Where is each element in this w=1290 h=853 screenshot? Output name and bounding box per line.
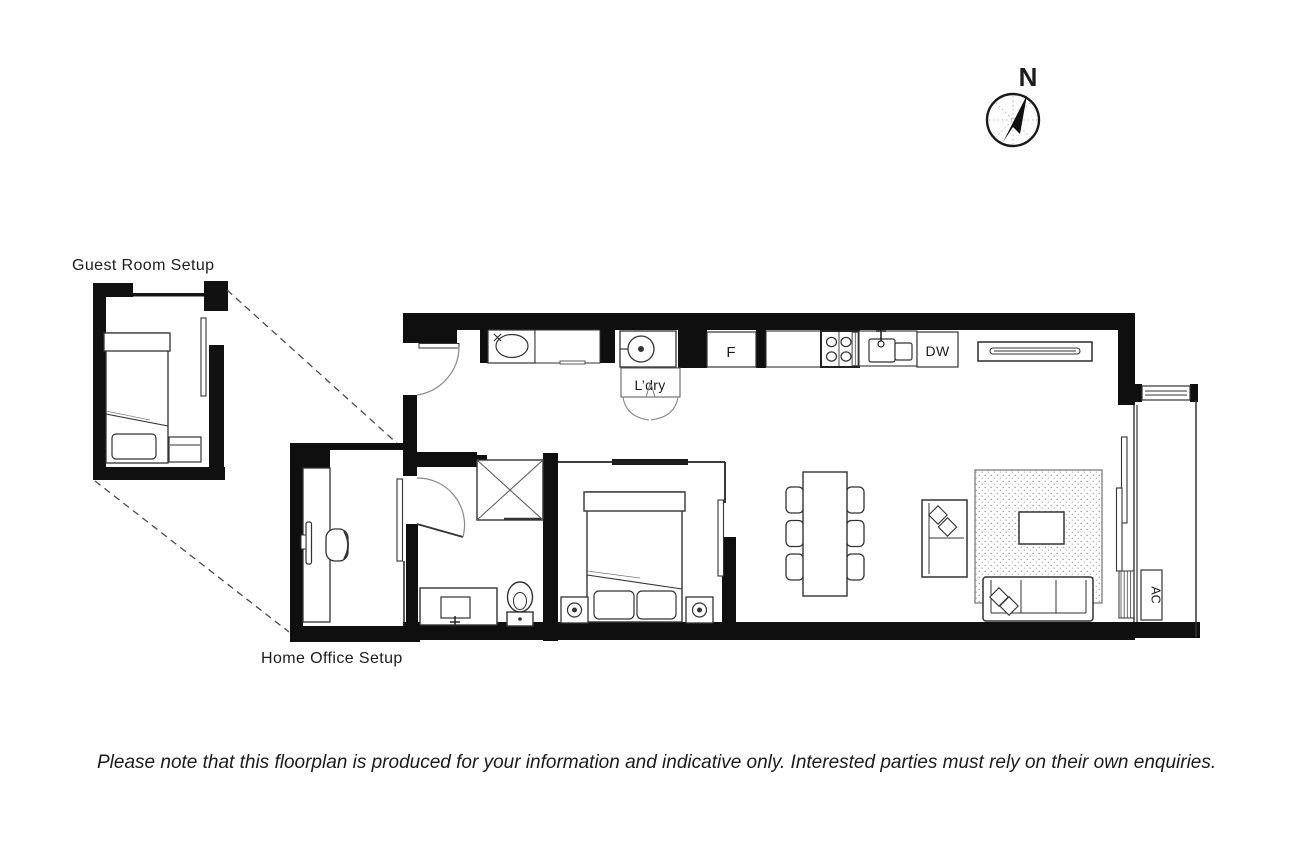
fridge xyxy=(707,332,756,367)
dishwasher xyxy=(917,332,958,367)
fridge-label: F xyxy=(726,344,736,361)
dining-chair xyxy=(786,487,804,513)
dining-chair xyxy=(847,521,865,547)
entry-door-arc xyxy=(417,347,459,395)
bathroom-zone xyxy=(417,460,543,627)
balcony-sliding-door xyxy=(1117,488,1123,571)
office-chair-icon xyxy=(326,529,348,561)
kitchen-bench xyxy=(766,331,821,367)
laundry-trough-icon xyxy=(488,330,535,363)
dining-chair xyxy=(847,487,865,513)
coffee-table-icon xyxy=(1019,512,1064,544)
dining-table-icon xyxy=(803,472,847,596)
guest-room-inset xyxy=(72,257,228,480)
bedroom-zone xyxy=(561,492,724,623)
ac-unit xyxy=(1141,570,1163,620)
shower-icon xyxy=(477,460,543,520)
dining-chair xyxy=(847,554,865,580)
entry-bench xyxy=(535,330,600,364)
bathroom-door-arc xyxy=(417,478,465,537)
bathroom-door xyxy=(417,478,465,537)
laundry-label: L’dry xyxy=(634,377,666,393)
guest-bedside-table-icon xyxy=(169,437,201,462)
dining-chair xyxy=(786,554,804,580)
entry-door xyxy=(417,344,459,396)
compass-north-label: N xyxy=(1018,62,1038,92)
guest-room-setup-label: Guest Room Setup xyxy=(72,257,215,274)
armchair-icon xyxy=(922,500,967,577)
living-dining-zone xyxy=(786,470,1102,621)
shelf-unit xyxy=(978,342,1092,361)
compass-spokes xyxy=(989,96,1037,144)
dining-chair xyxy=(786,521,804,547)
laundry-zone xyxy=(488,330,680,420)
north-compass-icon xyxy=(987,62,1039,146)
toilet-icon xyxy=(507,582,533,626)
guest-wardrobe-panel xyxy=(201,318,206,396)
entry-door-leaf xyxy=(419,344,459,349)
bedroom-sliding-door xyxy=(718,500,724,576)
bedside-table-icon xyxy=(686,597,713,623)
fixed-glass-panel xyxy=(1119,571,1134,618)
office-sliding-door xyxy=(397,479,403,561)
cooktop-icon xyxy=(821,331,859,367)
disclaimer-text: Please note that this floorplan is produced for your information and indicative only. Interested parties must rely on their own enquiries. xyxy=(97,752,1217,773)
sofa-icon xyxy=(983,577,1093,621)
guest-bed-icon xyxy=(104,333,170,463)
dishwasher-label: DW xyxy=(925,343,950,359)
balcony-zone xyxy=(1117,386,1197,637)
kitchen-sink-icon xyxy=(859,330,917,366)
balcony-window xyxy=(1142,386,1190,400)
home-office-setup-label: Home Office Setup xyxy=(261,650,403,667)
bedside-table-icon xyxy=(561,597,588,623)
vanity-icon xyxy=(420,588,497,627)
washing-machine-icon xyxy=(620,331,676,367)
bed-icon xyxy=(584,492,685,622)
ac-label: AC xyxy=(1148,586,1163,604)
compass-needle xyxy=(1003,95,1027,142)
